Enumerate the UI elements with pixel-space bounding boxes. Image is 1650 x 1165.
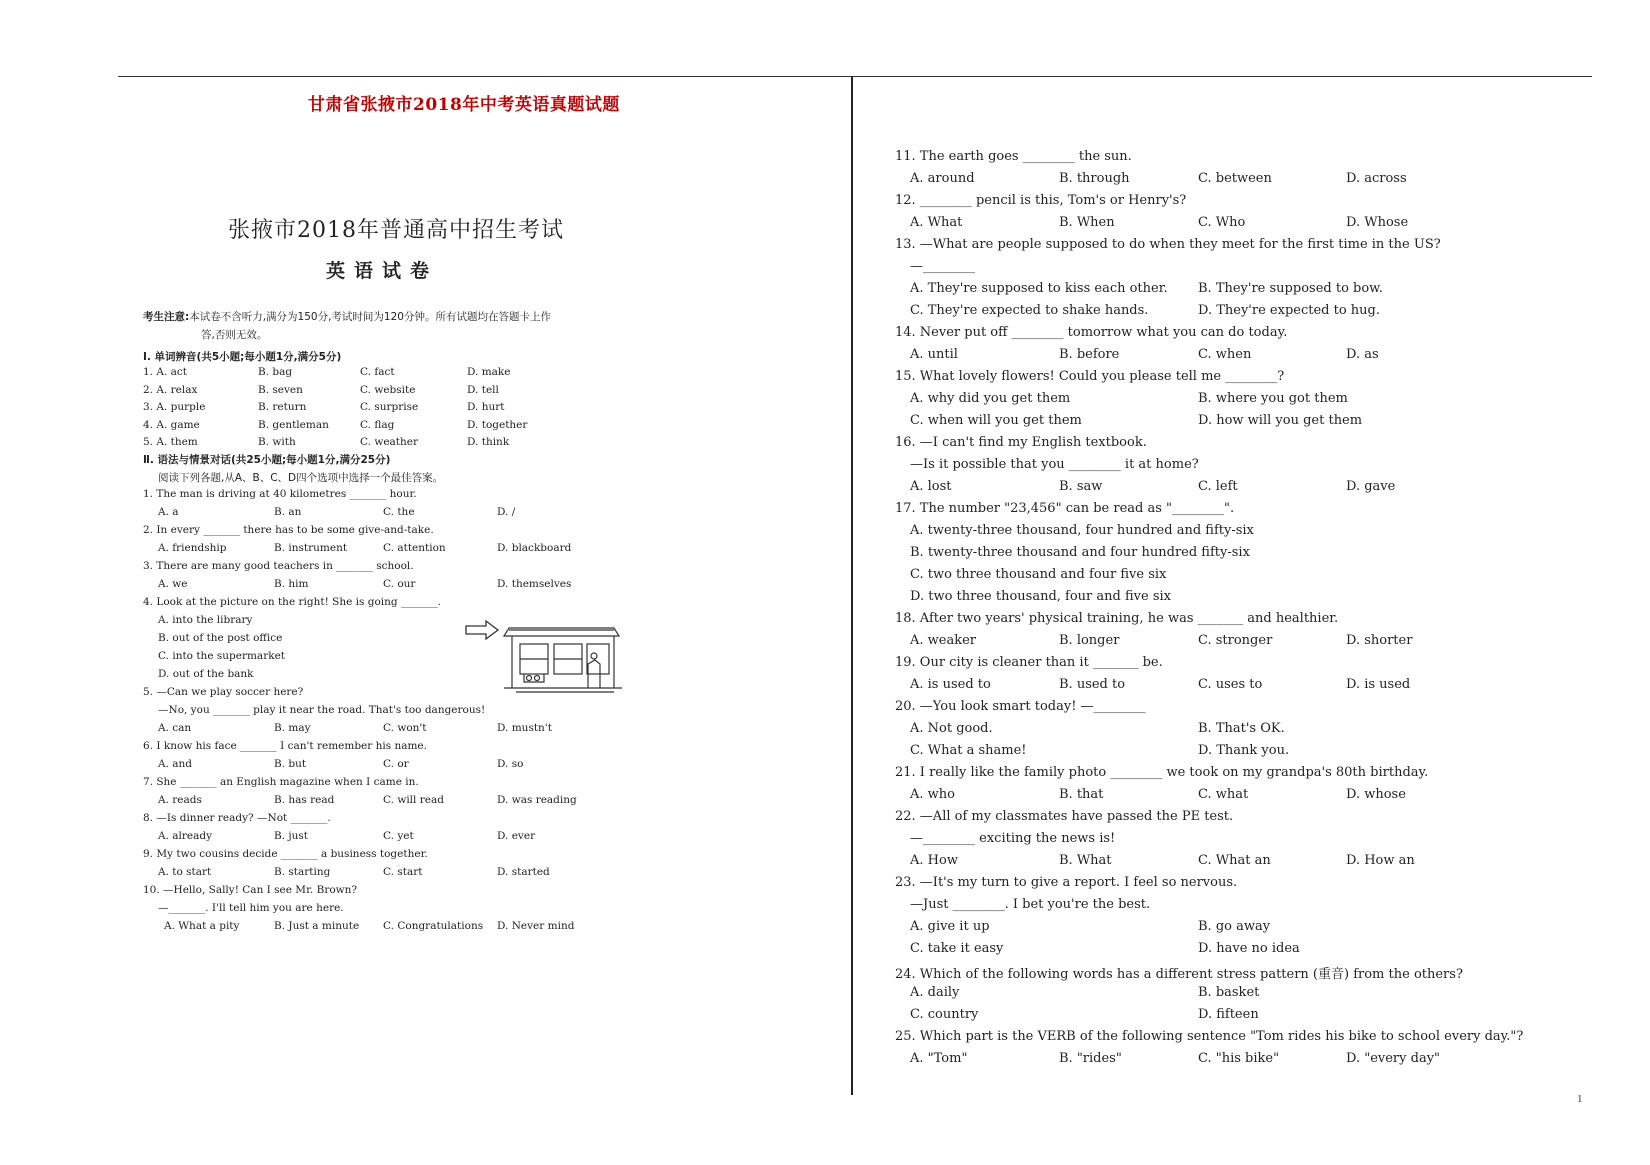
answer-option: C. when <box>1198 347 1252 362</box>
pronunciation-option: 4. A. game <box>143 418 200 431</box>
question-stem: 21. I really like the family photo ________ we took on my grandpa's 80th birthday. <box>895 765 1429 780</box>
exam-subtitle: 英语试卷 <box>326 260 439 282</box>
answer-option: D. gave <box>1346 479 1396 494</box>
answer-option: D. started <box>497 866 550 878</box>
answer-option: D. themselves <box>497 578 572 590</box>
answer-option: C. country <box>910 1007 979 1022</box>
question-stem: 10. —Hello, Sally! Can I see Mr. Brown? <box>143 884 358 896</box>
answer-option: A. daily <box>910 985 960 1000</box>
section-2-instruction: 阅读下列各题,从A、B、C、D四个选项中选择一个最佳答案。 <box>158 472 444 484</box>
question-stem: 18. After two years' physical training, he was _______ and healthier. <box>895 611 1339 626</box>
answer-option: B. basket <box>1198 985 1260 1000</box>
answer-option: C. the <box>383 506 415 518</box>
answer-option: C. Who <box>1198 215 1246 230</box>
answer-option: D. as <box>1346 347 1379 362</box>
answer-option: A. can <box>158 722 192 734</box>
answer-option: B. go away <box>1198 919 1271 934</box>
pronunciation-option: 2. A. relax <box>143 383 198 396</box>
answer-option: C. our <box>383 578 416 590</box>
question-stem: 3. There are many good teachers in _______ school. <box>143 560 414 572</box>
pronunciation-option: D. think <box>467 436 510 448</box>
answer-option: D. was reading <box>497 794 577 806</box>
answer-option: C. what <box>1198 787 1249 802</box>
answer-option: A. around <box>910 171 975 186</box>
answer-option: A. a <box>158 506 179 518</box>
answer-option: B. before <box>1059 347 1120 362</box>
question-stem: 23. —It's my turn to give a report. I feel so nervous. <box>895 875 1238 890</box>
answer-option: A. reads <box>158 794 202 806</box>
question-stem: 7. She _______ an English magazine when I came in. <box>143 776 419 788</box>
question-stem: 9. My two cousins decide _______ a business together. <box>143 848 428 860</box>
answer-option: C. Congratulations <box>383 920 484 932</box>
pronunciation-option: C. flag <box>360 418 395 431</box>
answer-option: B. longer <box>1059 633 1120 648</box>
question-stem: 6. I know his face _______ I can't remember his name. <box>143 740 427 752</box>
pronunciation-option: B. seven <box>258 383 303 396</box>
answer-option: A. Not good. <box>910 721 993 736</box>
answer-option: A. "Tom" <box>910 1051 968 1066</box>
answer-option: C. into the supermarket <box>158 650 286 662</box>
question-stem: 12. ________ pencil is this, Tom's or Henry's? <box>895 193 1187 208</box>
answer-option: C. left <box>1198 479 1238 494</box>
answer-option: D. ever <box>497 830 536 842</box>
answer-option: A. weaker <box>910 633 977 648</box>
answer-option: D. two three thousand, four and five six <box>910 589 1171 604</box>
answer-option: A. What a pity <box>164 920 240 932</box>
question-stem: 16. —I can't find my English textbook. <box>895 435 1147 450</box>
question-stem-reply: —________ <box>910 259 975 274</box>
answer-option: B. twenty-three thousand and four hundred fifty-six <box>910 545 1250 560</box>
exam-title: 张掖市2018年普通高中招生考试 <box>228 218 564 243</box>
pronunciation-option: C. surprise <box>360 401 419 413</box>
answer-option: A. and <box>158 758 193 770</box>
pronunciation-row <box>0 436 510 453</box>
answer-option: B. When <box>1059 215 1115 230</box>
pronunciation-option: C. weather <box>360 436 419 448</box>
answer-option: C. two three thousand and four five six <box>910 567 1167 582</box>
question-stem: 8. —Is dinner ready? —Not _______. <box>143 812 331 824</box>
question-stem: 20. —You look smart today! —________ <box>895 699 1146 714</box>
pronunciation-option: B. gentleman <box>258 418 329 431</box>
pronunciation-option: B. with <box>258 436 296 448</box>
question-stem-reply: —_______. I'll tell him you are here. <box>158 902 344 914</box>
answer-option: C. stronger <box>1198 633 1273 648</box>
answer-option: B. where you got them <box>1198 391 1348 406</box>
question-stem-reply: —________ exciting the news is! <box>910 831 1116 846</box>
answer-option: B. but <box>274 758 307 770</box>
question-stem: 17. The number "23,456" can be read as "________". <box>895 501 1235 516</box>
answer-option: C. uses to <box>1198 677 1263 692</box>
question-stem: 13. —What are people supposed to do when they meet for the first time in the US? <box>895 237 1441 252</box>
answer-option: A. we <box>158 578 188 590</box>
answer-option: A. give it up <box>910 919 990 934</box>
answer-option: B. starting <box>274 866 331 878</box>
answer-option: C. They're expected to shake hands. <box>910 303 1149 318</box>
answer-option: A. to start <box>158 866 212 878</box>
pronunciation-option: 1. A. act <box>143 366 187 378</box>
answer-option: D. Thank you. <box>1198 743 1290 758</box>
question-stem: 2. In every _______ there has to be some give-and-take. <box>143 524 434 536</box>
answer-option: B. They're supposed to bow. <box>1198 281 1383 296</box>
answer-option: D. is used <box>1346 677 1411 692</box>
pronunciation-row <box>0 384 500 401</box>
question-stem: 25. Which part is the VERB of the following sentence "Tom rides his bike to school every day."? <box>895 1029 1524 1044</box>
pronunciation-option: B. return <box>258 401 307 413</box>
pronunciation-option: D. make <box>467 366 511 378</box>
building-illustration <box>504 628 622 692</box>
notice-label: 考生注意: <box>143 311 190 323</box>
answer-option: B. That's OK. <box>1198 721 1285 736</box>
answer-option: D. how will you get them <box>1198 413 1363 428</box>
question-stem-reply: —Is it possible that you ________ it at home? <box>910 457 1199 472</box>
answer-option: B. an <box>274 506 302 518</box>
answer-option: B. What <box>1059 853 1112 868</box>
answer-option: D. have no idea <box>1198 941 1300 956</box>
pronunciation-option: 3. A. purple <box>143 401 206 413</box>
answer-option: D. across <box>1346 171 1407 186</box>
answer-option: B. him <box>274 578 309 590</box>
answer-option: A. twenty-three thousand, four hundred and fifty-six <box>910 523 1254 538</box>
answer-option: B. saw <box>1059 479 1103 494</box>
answer-option: C. attention <box>383 542 446 554</box>
question-stem-reply: —No, you _______ play it near the road. That's too dangerous! <box>158 704 486 716</box>
pronunciation-option: C. website <box>360 383 416 396</box>
arrow-icon <box>466 621 498 639</box>
answer-option: C. take it easy <box>910 941 1004 956</box>
answer-option: D. whose <box>1346 787 1406 802</box>
answer-option: D. / <box>497 506 516 518</box>
notice-text: 本试卷不含听力,满分为150分,考试时间为120分钟。所有试题均在答题卡上作 <box>189 311 551 323</box>
question-stem: 11. The earth goes ________ the sun. <box>895 149 1132 164</box>
answer-option: C. yet <box>383 830 414 842</box>
answer-option: C. "his bike" <box>1198 1051 1280 1066</box>
answer-option: B. that <box>1059 787 1104 802</box>
section-1-heading: Ⅰ. 单词辨音(共5小题;每小题1分,满分5分) <box>143 351 342 363</box>
pronunciation-row <box>0 401 505 418</box>
question-stem: 24. Which of the following words has a different stress pattern (重音) from the others? <box>895 967 1463 982</box>
answer-option: A. into the library <box>158 614 253 626</box>
answer-option: B. just <box>274 830 309 842</box>
answer-option: B. may <box>274 722 311 734</box>
pronunciation-option: D. tell <box>467 383 499 396</box>
question-stem: 5. —Can we play soccer here? <box>143 686 304 698</box>
answer-option: A. They're supposed to kiss each other. <box>910 281 1168 296</box>
answer-option: C. What a shame! <box>910 743 1027 758</box>
answer-option: B. out of the post office <box>158 632 283 644</box>
question-stem: 1. The man is driving at 40 kilometres _______ hour. <box>143 488 417 500</box>
column-divider <box>851 77 853 1095</box>
answer-option: A. is used to <box>910 677 991 692</box>
pronunciation-row <box>0 418 528 436</box>
page-number: 1 <box>1577 1093 1583 1105</box>
answer-option: D. shorter <box>1346 633 1413 648</box>
answer-option: A. who <box>910 787 955 802</box>
question-stem: 14. Never put off ________ tomorrow what you can do today. <box>895 325 1288 340</box>
question-stem-reply: —Just ________. I bet you're the best. <box>910 897 1151 912</box>
question-stem: 15. What lovely flowers! Could you please tell me ________? <box>895 369 1285 384</box>
answer-option: C. will read <box>383 794 444 806</box>
document-title: 甘肃省张掖市2018年中考英语真题试题 <box>308 95 620 115</box>
pronunciation-option: D. hurt <box>467 401 505 413</box>
answer-option: C. when will you get them <box>910 413 1082 428</box>
answer-option: D. so <box>497 758 524 770</box>
answer-option: D. Whose <box>1346 215 1409 230</box>
question-stem: 4. Look at the picture on the right! She is going _______. <box>143 596 442 608</box>
pronunciation-option: B. bag <box>258 366 293 378</box>
question-4-picture <box>464 616 624 696</box>
answer-option: D. Never mind <box>497 920 575 932</box>
pronunciation-option: 5. A. them <box>143 436 198 448</box>
answer-option: A. How <box>910 853 958 868</box>
top-rule <box>118 76 1592 77</box>
exam-notice <box>143 308 643 344</box>
answer-option: C. start <box>383 866 423 878</box>
answer-option: B. through <box>1059 171 1130 186</box>
answer-option: A. until <box>910 347 958 362</box>
answer-option: B. used to <box>1059 677 1126 692</box>
answer-option: D. mustn't <box>497 722 552 734</box>
answer-option: A. What <box>910 215 963 230</box>
notice-text-cont: 答,否则无效。 <box>201 329 268 341</box>
answer-option: C. won't <box>383 722 427 734</box>
answer-option: D. How an <box>1346 853 1415 868</box>
answer-option: C. between <box>1198 171 1272 186</box>
answer-option: B. has read <box>274 794 335 806</box>
answer-option: D. "every day" <box>1346 1051 1441 1066</box>
answer-option: B. "rides" <box>1059 1051 1122 1066</box>
pronunciation-row <box>0 366 511 383</box>
answer-option: D. They're expected to hug. <box>1198 303 1380 318</box>
answer-option: B. Just a minute <box>274 920 360 932</box>
section-2-heading: Ⅱ. 语法与情景对话(共25小题;每小题1分,满分25分) <box>143 454 391 466</box>
answer-option: D. fifteen <box>1198 1007 1259 1022</box>
answer-option: A. lost <box>910 479 952 494</box>
question-stem: 19. Our city is cleaner than it _______ be. <box>895 655 1163 670</box>
pronunciation-option: D. together <box>467 418 528 431</box>
answer-option: D. out of the bank <box>158 668 254 680</box>
answer-option: A. friendship <box>158 542 227 554</box>
answer-option: C. What an <box>1198 853 1271 868</box>
answer-option: B. instrument <box>274 542 348 554</box>
question-stem: 22. —All of my classmates have passed the PE test. <box>895 809 1234 824</box>
answer-option: D. blackboard <box>497 542 572 554</box>
pronunciation-option: C. fact <box>360 366 395 378</box>
answer-option: C. or <box>383 758 409 770</box>
answer-option: A. already <box>158 830 213 842</box>
answer-option: A. why did you get them <box>910 391 1071 406</box>
